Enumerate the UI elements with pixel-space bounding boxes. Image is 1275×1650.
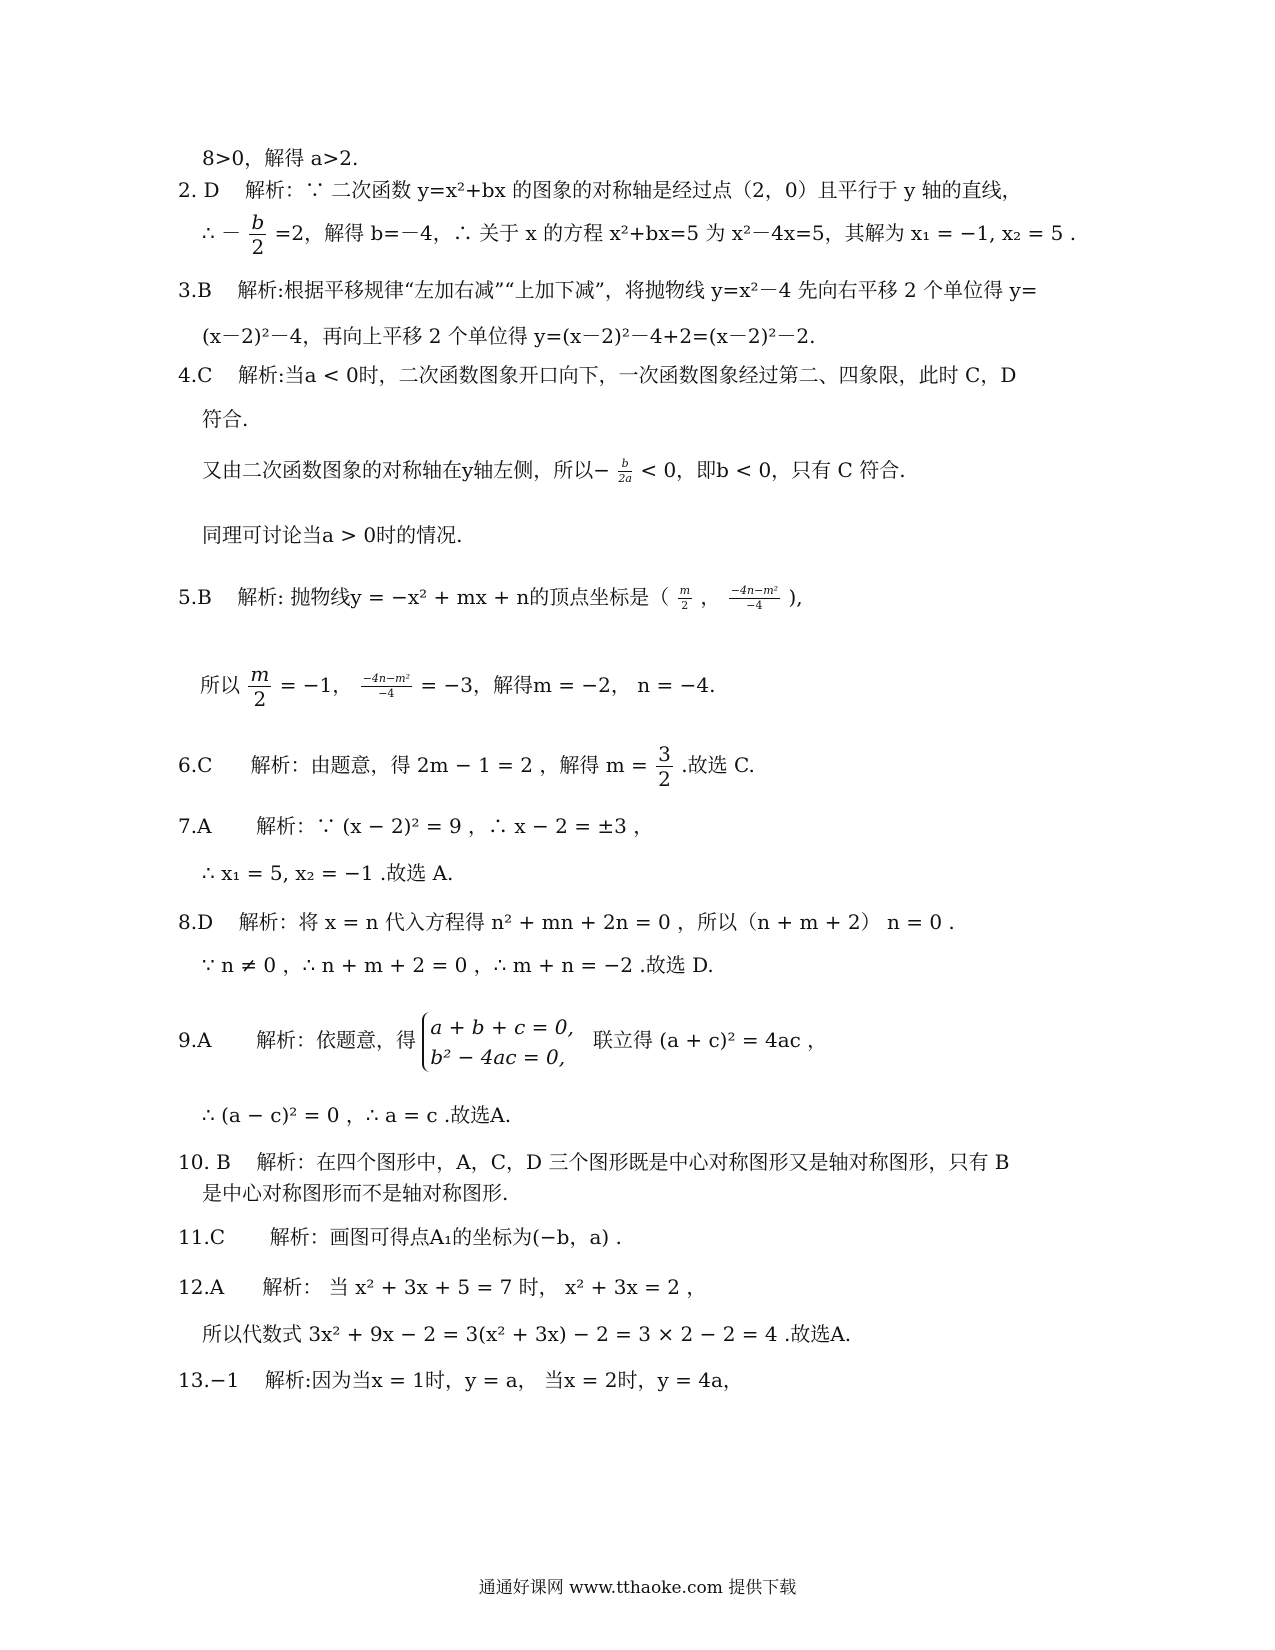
q8-label: 8.D: [178, 910, 214, 934]
q11-label: 11.C: [178, 1225, 226, 1249]
q10-label: 10. B: [178, 1150, 231, 1174]
q4-text3a: 又由二次函数图象的对称轴在y轴左侧，所以−: [202, 458, 611, 482]
q4-line3: [202, 450, 906, 490]
q5-text1b: ),: [788, 585, 803, 609]
q4-line4: 同理可讨论当a > 0时的情况.: [202, 523, 463, 547]
q5-frac2-denominator: −4: [746, 599, 763, 612]
q4-line2: 符合.: [202, 407, 249, 431]
q4-frac-numerator: b: [618, 457, 632, 472]
q6-text1: 解析：由题意，得 2m − 1 = 2 ，解得 m =: [250, 753, 648, 777]
q3-line1: [178, 276, 1038, 304]
q6-text1b: .故选 C.: [681, 753, 755, 777]
q9-line2: ∴ (a − c)² = 0 ，∴ a = c .故选A.: [202, 1103, 512, 1127]
q5-line1: [178, 577, 803, 617]
q5-label: 5.B: [178, 585, 212, 609]
q5-line2: [200, 660, 715, 711]
q5-frac2-numerator: −4n−m²: [730, 584, 779, 597]
q10-line2: 是中心对称图形而不是轴对称图形.: [202, 1181, 509, 1205]
q5-fraction2: [729, 584, 780, 613]
line-l0: 8>0，解得 a>2.: [202, 146, 359, 170]
q5-fraction1: [678, 584, 692, 613]
q12-line1: [178, 1273, 706, 1301]
q5-fraction4: [361, 672, 412, 701]
q10-text1: 解析：在四个图形中，A，C，D 三个图形既是中心对称图形又是轴对称图形，只有 B: [256, 1150, 1010, 1174]
q4-text3b: < 0，即b < 0，只有 C 符合.: [640, 458, 906, 482]
q5-frac4-denominator: −4: [378, 687, 395, 700]
q2-text2a: ∴ －: [202, 221, 242, 245]
q6-fraction: [656, 742, 673, 791]
q2-line2: [202, 206, 1076, 260]
q9-equation-system: [422, 1012, 573, 1072]
q2-frac-denominator: 2: [251, 235, 265, 259]
q5-text2c: = −3，解得m = −2， n = −4.: [420, 673, 716, 697]
q5-frac1-numerator: m: [679, 584, 691, 597]
q13-text1: 解析:因为当x = 1时，y = a， 当x = 2时，y = 4a，: [264, 1368, 743, 1392]
q7-label: 7.A: [178, 814, 212, 838]
q7-text1: 解析：∵ (x − 2)² = 9 ，∴ x − 2 = ±3 ，: [256, 814, 654, 838]
q9-equation-1: a + b + c = 0,: [430, 1014, 574, 1039]
q9-label: 9.A: [178, 1028, 212, 1052]
q2-label: 2. D: [178, 178, 220, 202]
q9-text1b: 联立得 (a + c)² = 4ac ，: [592, 1028, 828, 1052]
q6-frac-denominator: 2: [658, 767, 671, 791]
q8-text1: 解析：将 x = n 代入方程得 n² + mn + 2n = 0 ，所以（n + m + 2） n = 0 .: [238, 910, 955, 934]
q11-line1: [178, 1223, 622, 1251]
q5-frac1-denominator: 2: [681, 599, 689, 612]
q3-text1: 解析:根据平移规律“左加右减”“上加下减”，将抛物线 y=x²－4 先向右平移 2 个单位得 y=: [237, 278, 1038, 302]
q6-label: 6.C: [178, 753, 213, 777]
q9-text1: 解析：依题意，得: [256, 1028, 417, 1052]
q2-fraction: [249, 210, 266, 259]
q5-mid: ，: [700, 585, 721, 609]
q7-line1: [178, 812, 653, 840]
q2-frac-numerator: b: [251, 210, 265, 234]
q8-line1: [178, 908, 955, 936]
q5-text2b: = −1，: [279, 673, 353, 697]
page-footer: 通通好课网 www.tthaoke.com 提供下载: [478, 1578, 797, 1598]
q7-line2: ∴ x₁ = 5, x₂ = −1 .故选 A.: [202, 861, 454, 885]
q4-line1: [178, 361, 1016, 389]
q10-line1: [178, 1148, 1010, 1176]
q5-frac4-numerator: −4n−m²: [362, 672, 411, 685]
q13-line1: [178, 1366, 743, 1394]
q4-frac-denominator: 2a: [618, 472, 632, 485]
q4-text1: 解析:当a < 0时，二次函数图象开口向下，一次函数图象经过第二、四象限，此时 C，D: [237, 363, 1017, 387]
q8-line2: ∵ n ≠ 0 ，∴ n + m + 2 = 0 ，∴ m + n = −2 .故选 D.: [202, 953, 714, 977]
q5-fraction3: [248, 662, 271, 711]
q9-line1: [178, 1008, 827, 1072]
q4-label: 4.C: [178, 363, 213, 387]
q13-label: 13.−1: [178, 1368, 240, 1392]
q6-frac-numerator: 3: [658, 742, 671, 766]
q4-fraction: [618, 457, 632, 486]
q11-text1: 解析：画图可得点A₁的坐标为(−b，a) .: [269, 1225, 622, 1249]
q5-text1: 解析: 抛物线y = −x² + mx + n的顶点坐标是（: [237, 585, 670, 609]
q2-text2b: =2，解得 b=－4，∴ 关于 x 的方程 x²+bx=5 为 x²－4x=5，其解为 x₁ = −1, x₂ = 5 .: [274, 221, 1077, 245]
q3-label: 3.B: [178, 278, 212, 302]
q3-line2: (x－2)²－4，再向上平移 2 个单位得 y=(x－2)²－4+2=(x－2)²－2.: [202, 324, 816, 348]
q2-line1: [178, 176, 1022, 204]
q12-label: 12.A: [178, 1275, 225, 1299]
q2-text1: 解析：∵ 二次函数 y=x²+bx 的图象的对称轴是经过点（2，0）且平行于 y 轴的直线，: [244, 178, 1022, 202]
q5-frac3-denominator: 2: [253, 687, 267, 711]
q12-line2: 所以代数式 3x² + 9x − 2 = 3(x² + 3x) − 2 = 3 × 2 − 2 = 4 .故选A.: [202, 1322, 852, 1346]
q5-text2a: 所以: [200, 673, 240, 697]
q5-frac3-numerator: m: [250, 662, 270, 686]
q6-line1: [178, 738, 755, 792]
q9-equation-2: b² − 4ac = 0,: [430, 1044, 566, 1069]
q12-text1: 解析： 当 x² + 3x + 5 = 7 时， x² + 3x = 2 ，: [262, 1275, 707, 1299]
